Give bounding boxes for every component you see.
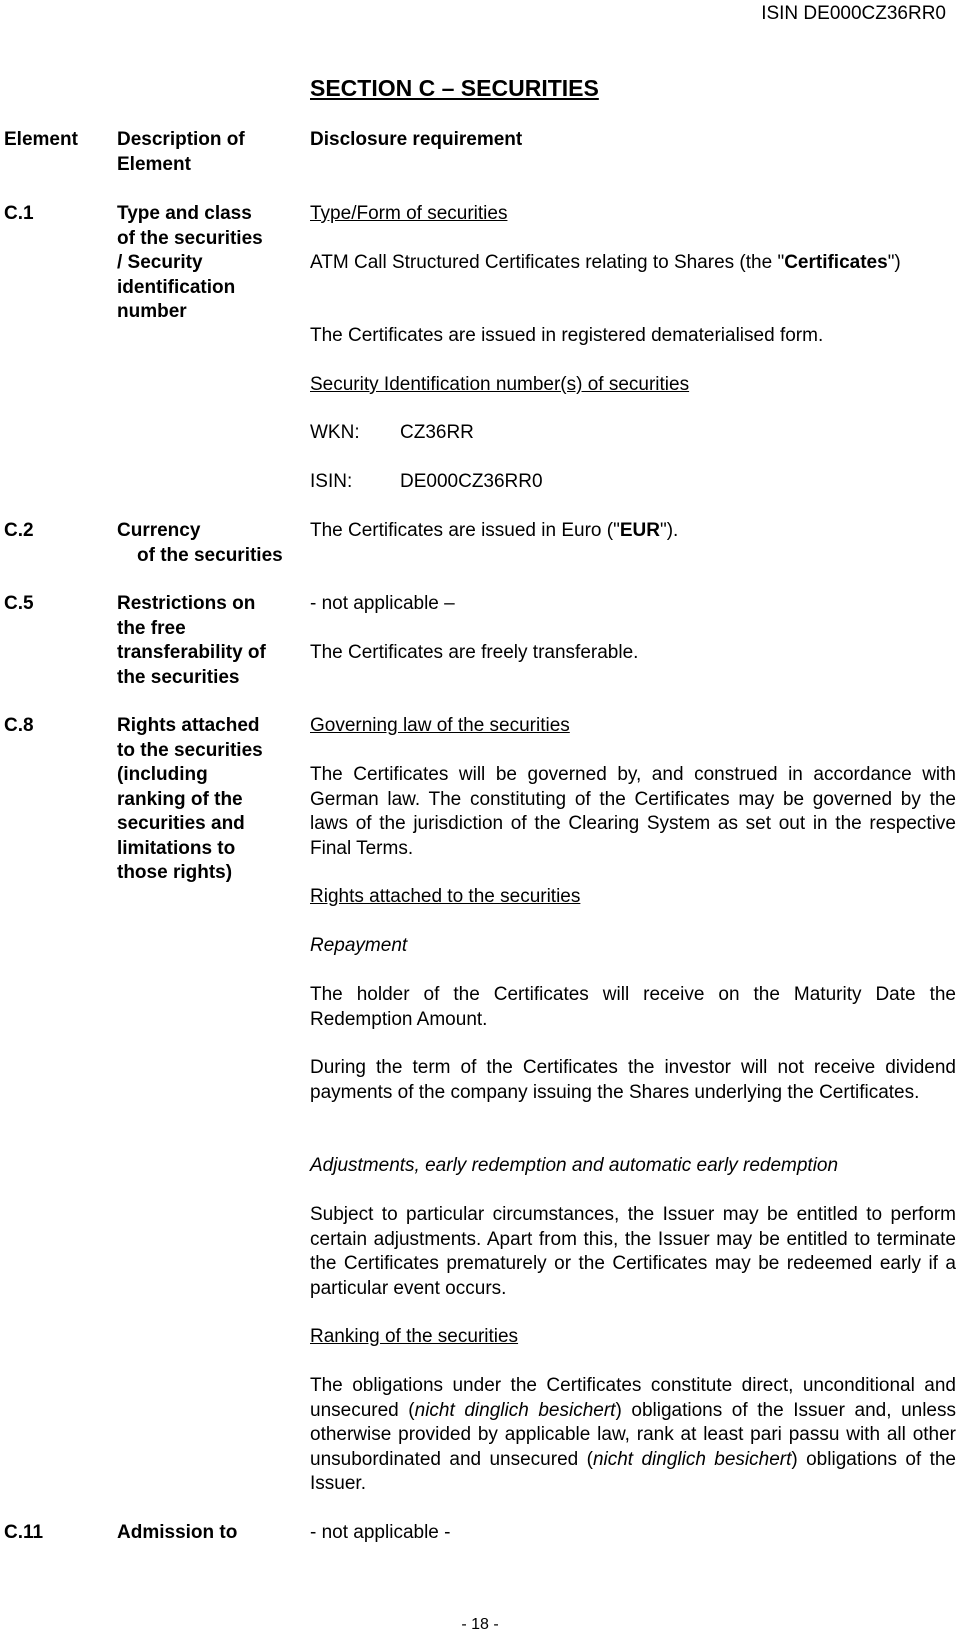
currency-text: The Certificates are issued in Euro ("EUR"). — [310, 520, 679, 541]
security-id-heading: Security Identification number(s) of securities — [310, 374, 690, 395]
element-desc-c1: Type and class of the securities / Security identification number — [117, 203, 263, 322]
section-title: SECTION C – SECURITIES — [310, 75, 599, 101]
wkn-label: WKN: — [310, 422, 360, 443]
isin-value: DE000CZ36RR0 — [400, 471, 543, 492]
governing-law-text: The Certificates will be governed by, and construed in accordance with German law. The constituting of the Certificates may be governed by the laws of the jurisdiction of the Clearing System as set out in the respective Final Terms. — [310, 764, 956, 859]
disclosure-column-header: Disclosure requirement — [310, 129, 523, 150]
c11-not-applicable: - not applicable - — [310, 1522, 451, 1543]
page-number: - 18 - — [461, 1616, 499, 1633]
description-column-header: Description of Element — [117, 129, 245, 175]
repayment-text-1: The holder of the Certificates will receive on the Maturity Date the Redemption Amount. — [310, 984, 956, 1030]
element-desc-c2: Currency of the securities — [117, 520, 283, 566]
ranking-text: The obligations under the Certificates constitute direct, unconditional and unsecured (nicht dinglich besichert) obligations of the Issuer and, unless otherwise provided by applicable law, rank at least pari passu with all other unsubordinated and unsecured (nicht dinglich besichert) obligations of the Issuer. — [310, 1375, 957, 1494]
element-id-c11: C.11 — [4, 1522, 44, 1543]
isin-header: ISIN DE000CZ36RR0 — [761, 3, 946, 24]
certificate-type-text: ATM Call Structured Certificates relating to Shares (the "Certificates") — [310, 252, 901, 273]
element-id-c1: C.1 — [4, 203, 34, 224]
rights-heading: Rights attached to the securities — [310, 886, 581, 907]
ranking-heading: Ranking of the securities — [310, 1326, 519, 1347]
element-desc-c11: Admission to — [117, 1522, 238, 1543]
governing-law-heading: Governing law of the securities — [310, 715, 570, 736]
adjustments-text: Subject to particular circumstances, the Issuer may be entitled to perform certain adjustments. Apart from this, the Issuer may be entitled to terminate the Certificates prematurely or the Certificates may be redeemed early if a particular event occurs. — [310, 1204, 956, 1299]
element-desc-c5: Restrictions on the free transferability of the securities — [117, 593, 266, 688]
issued-form-text: The Certificates are issued in registered dematerialised form. — [310, 325, 824, 346]
isin-label: ISIN: — [310, 471, 353, 492]
element-id-c8: C.8 — [4, 715, 34, 736]
element-column-header: Element — [4, 129, 78, 150]
transferability-text: The Certificates are freely transferable. — [310, 642, 639, 663]
element-id-c5: C.5 — [4, 593, 34, 614]
repayment-heading: Repayment — [310, 935, 408, 956]
element-id-c2: C.2 — [4, 520, 34, 541]
repayment-text-2: During the term of the Certificates the investor will not receive dividend payments of the company issuing the Shares underlying the Certificates. — [310, 1057, 956, 1103]
c5-not-applicable: - not applicable – — [310, 593, 455, 614]
adjustments-heading: Adjustments, early redemption and automatic early redemption — [310, 1155, 839, 1176]
wkn-value: CZ36RR — [400, 422, 474, 443]
element-desc-c8: Rights attached to the securities (including ranking of the securities and limitations to those rights) — [117, 715, 263, 883]
type-form-heading: Type/Form of securities — [310, 203, 508, 224]
